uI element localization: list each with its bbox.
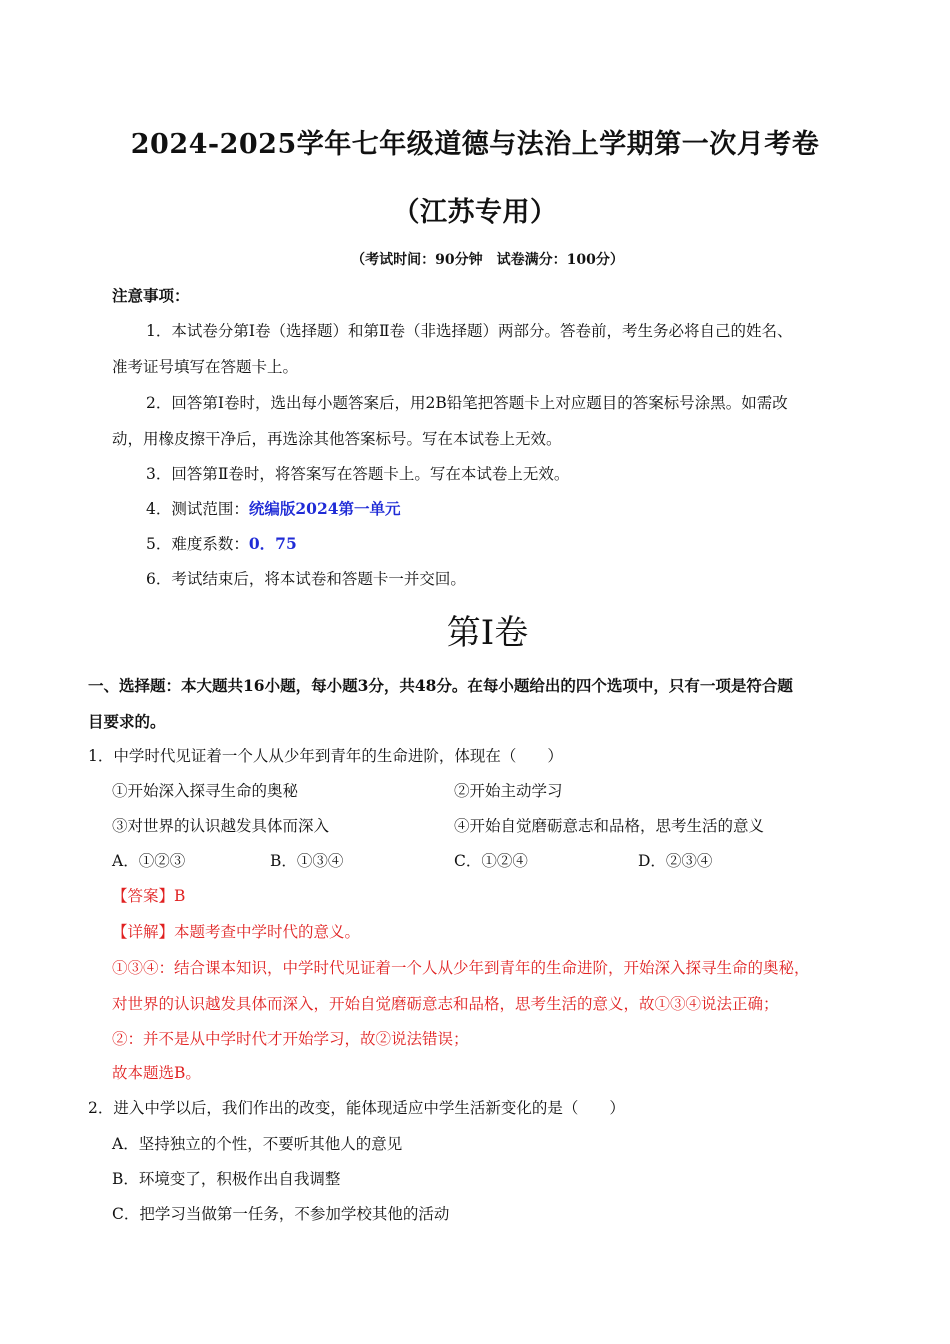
notice-heading: 注意事项：: [112, 286, 190, 305]
difficulty-label: 5．难度系数：: [146, 535, 249, 553]
notice-item-6: 6．考试结束后，将本试卷和答题卡一并交回。: [146, 570, 466, 588]
notice-item-2: 2．回答第Ⅰ卷时，选出每小题答案后，用2B铅笔把答题卡上对应题目的答案标号涂黑。如需改: [146, 394, 788, 412]
question-1-option-d: D．②③④: [638, 852, 713, 870]
section-heading-cont: 目要求的。: [88, 712, 166, 731]
test-scope-value: 统编版2024第一单元: [248, 499, 401, 518]
difficulty-value: 0．75: [248, 534, 297, 553]
exam-title: 2024-2025学年七年级道德与法治上学期第一次月考卷: [130, 129, 820, 160]
question-2-option-a: A．坚持独立的个性，不要听其他人的意见: [112, 1135, 403, 1153]
question-1-statement-2: ②开始主动学习: [454, 782, 563, 800]
question-1-option-b: B．①③④: [270, 852, 344, 870]
question-1-explanation-3: 对世界的认识越发具体而深入，开始自觉磨砺意志和品格，思考生活的意义，故①③④说法正确；: [112, 995, 779, 1013]
part-one-title: 第Ⅰ卷: [446, 613, 529, 653]
question-1-explanation-2: ①③④：结合课本知识，中学时代见证着一个人从少年到青年的生命进阶，开始深入探寻生命的奥秘，: [112, 959, 810, 977]
notice-item-2-cont: 动，用橡皮擦干净后，再选涂其他答案标号。写在本试卷上无效。: [112, 430, 562, 448]
notice-item-3: 3．回答第Ⅱ卷时，将答案写在答题卡上。写在本试卷上无效。: [146, 465, 570, 483]
exam-time-score: （考试时间：90分钟 试卷满分：100分）: [351, 252, 624, 268]
question-1-explanation-4: ②：并不是从中学时代才开始学习，故②说法错误；: [112, 1030, 469, 1048]
question-1-explanation-5: 故本题选B。: [112, 1064, 201, 1082]
question-1-option-a: A．①②③: [112, 852, 186, 870]
section-heading: 一、选择题：本大题共16小题，每小题3分，共48分。在每小题给出的四个选项中，只有一项是符合题: [88, 676, 793, 695]
notice-item-4: [146, 499, 401, 519]
notice-item-5: [146, 534, 297, 554]
notice-item-1: 1．本试卷分第Ⅰ卷（选择题）和第Ⅱ卷（非选择题）两部分。答卷前，考生务必将自己的姓名、: [146, 322, 793, 340]
question-1-option-c: C．①②④: [454, 852, 528, 870]
question-2-option-c: C．把学习当做第一任务，不参加学校其他的活动: [112, 1205, 450, 1223]
test-scope-label: 4．测试范围：: [146, 500, 249, 518]
question-1-answer: 【答案】B: [112, 887, 186, 905]
notice-item-1-cont: 准考证号填写在答题卡上。: [112, 358, 299, 376]
question-1-statement-1: ①开始深入探寻生命的奥秘: [112, 782, 299, 800]
question-1-explanation-1: 【详解】本题考查中学时代的意义。: [112, 923, 361, 941]
question-1-statement-4: ④开始自觉磨砺意志和品格，思考生活的意义: [454, 817, 765, 835]
exam-subtitle: （江苏专用）: [392, 197, 558, 228]
question-2-stem: 2．进入中学以后，我们作出的改变，能体现适应中学生活新变化的是（ ）: [88, 1099, 625, 1117]
question-2-option-b: B．环境变了，积极作出自我调整: [112, 1170, 341, 1188]
question-1-statement-3: ③对世界的认识越发具体而深入: [112, 817, 330, 835]
question-1-stem: 1．中学时代见证着一个人从少年到青年的生命进阶，体现在（ ）: [88, 747, 563, 765]
